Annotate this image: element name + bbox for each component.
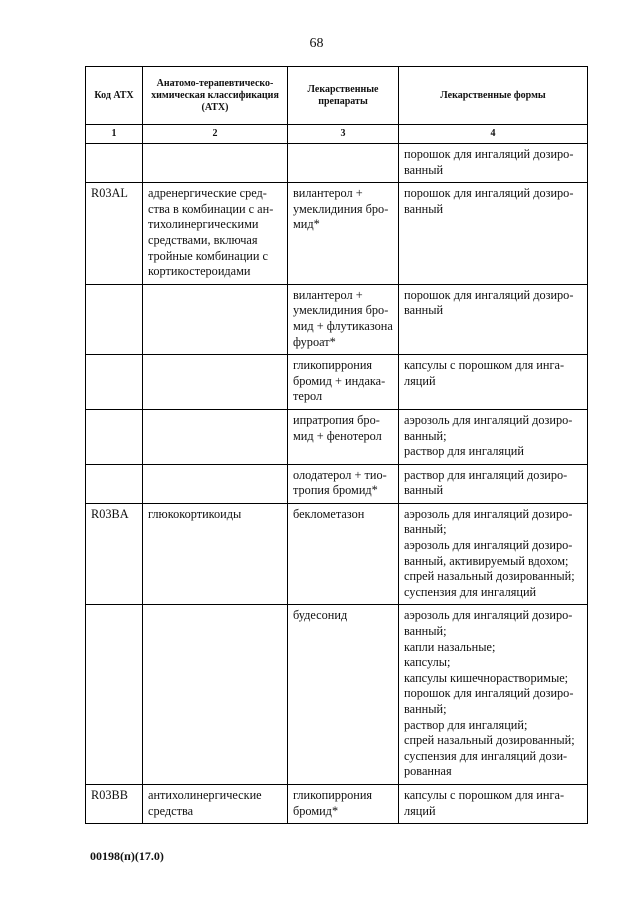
atx-code-cell (86, 355, 143, 410)
atx-classification-cell: глюкокортикоиды (143, 503, 288, 605)
dosage-form-cell: порошок для ингаляций дозиро- ванный (399, 284, 588, 354)
atx-code-cell (86, 464, 143, 503)
atx-classification-cell: адренергические сред- ства в комбинации с ан- тихолинергическими средствами, включая тройные комбинации с кортикостероидами (143, 183, 288, 285)
atx-code-cell (86, 144, 143, 183)
atx-classification-cell: антихолинергические средства (143, 784, 288, 823)
atx-classification-cell (143, 605, 288, 785)
table-row (86, 464, 588, 503)
table-row (86, 503, 588, 605)
header-atx-code: Код АТХ (86, 67, 143, 125)
table-row (86, 144, 588, 183)
atx-code-cell (86, 605, 143, 785)
table-row (86, 183, 588, 285)
dosage-form-cell: капсулы с порошком для инга- ляций (399, 355, 588, 410)
dosage-form-cell: порошок для ингаляций дозиро- ванный (399, 144, 588, 183)
drug-cell: будесонид (288, 605, 399, 785)
dosage-form-cell: аэрозоль для ингаляций дозиро- ванный; аэрозоль для ингаляций дозиро- ванный, активируемый вдохом; спрей назальный дозированный; суспензия для ингаляций (399, 503, 588, 605)
dosage-form-cell: капсулы с порошком для инга- ляций (399, 784, 588, 823)
drug-cell: вилантерол + умеклидиния бро- мид + флутиказона фуроат* (288, 284, 399, 354)
page-number: 68 (309, 36, 324, 51)
table-row (86, 284, 588, 354)
drug-cell: гликопиррония бромид + индака- терол (288, 355, 399, 410)
drug-cell: олодатерол + тио- тропия бромид* (288, 464, 399, 503)
atx-classification-cell (143, 144, 288, 183)
header-dosage-forms: Лекарственные формы (399, 67, 588, 125)
drug-cell: вилантерол + умеклидиния бро- мид* (288, 183, 399, 285)
column-number: 1 (86, 125, 143, 144)
atx-code-cell (86, 409, 143, 464)
document-code: 00198(п)(17.0) (90, 849, 164, 863)
atx-code-cell: R03BA (86, 503, 143, 605)
header-drugs: Лекарственные препараты (288, 67, 399, 125)
drug-cell: гликопиррония бромид* (288, 784, 399, 823)
dosage-form-cell: аэрозоль для ингаляций дозиро- ванный; раствор для ингаляций (399, 409, 588, 464)
table-row (86, 605, 588, 785)
column-number-row (86, 125, 588, 144)
table-row (86, 784, 588, 823)
drug-cell: беклометазон (288, 503, 399, 605)
table-body (86, 144, 588, 824)
atx-classification-cell (143, 284, 288, 354)
atx-code-cell: R03AL (86, 183, 143, 285)
table-row (86, 409, 588, 464)
table-row (86, 355, 588, 410)
column-number: 4 (399, 125, 588, 144)
atx-classification-cell (143, 355, 288, 410)
dosage-form-cell: порошок для ингаляций дозиро- ванный (399, 183, 588, 285)
atx-code-cell (86, 284, 143, 354)
header-atx-classification: Анатомо-терапевтическо-химическая классификация (АТХ) (143, 67, 288, 125)
column-number: 3 (288, 125, 399, 144)
dosage-form-cell: раствор для ингаляций дозиро- ванный (399, 464, 588, 503)
dosage-form-cell: аэрозоль для ингаляций дозиро- ванный; капли назальные; капсулы; капсулы кишечнорастворимые; порошок для ингаляций дозиро- ванный; раствор для ингаляций; спрей назальный дозированный; суспензия для ингаляций дози- рованная (399, 605, 588, 785)
atx-classification-table (85, 66, 588, 824)
drug-cell: ипратропия бро- мид + фенотерол (288, 409, 399, 464)
column-number: 2 (143, 125, 288, 144)
atx-code-cell: R03BB (86, 784, 143, 823)
drug-cell (288, 144, 399, 183)
table-header-row (86, 67, 588, 125)
atx-classification-cell (143, 409, 288, 464)
atx-classification-cell (143, 464, 288, 503)
